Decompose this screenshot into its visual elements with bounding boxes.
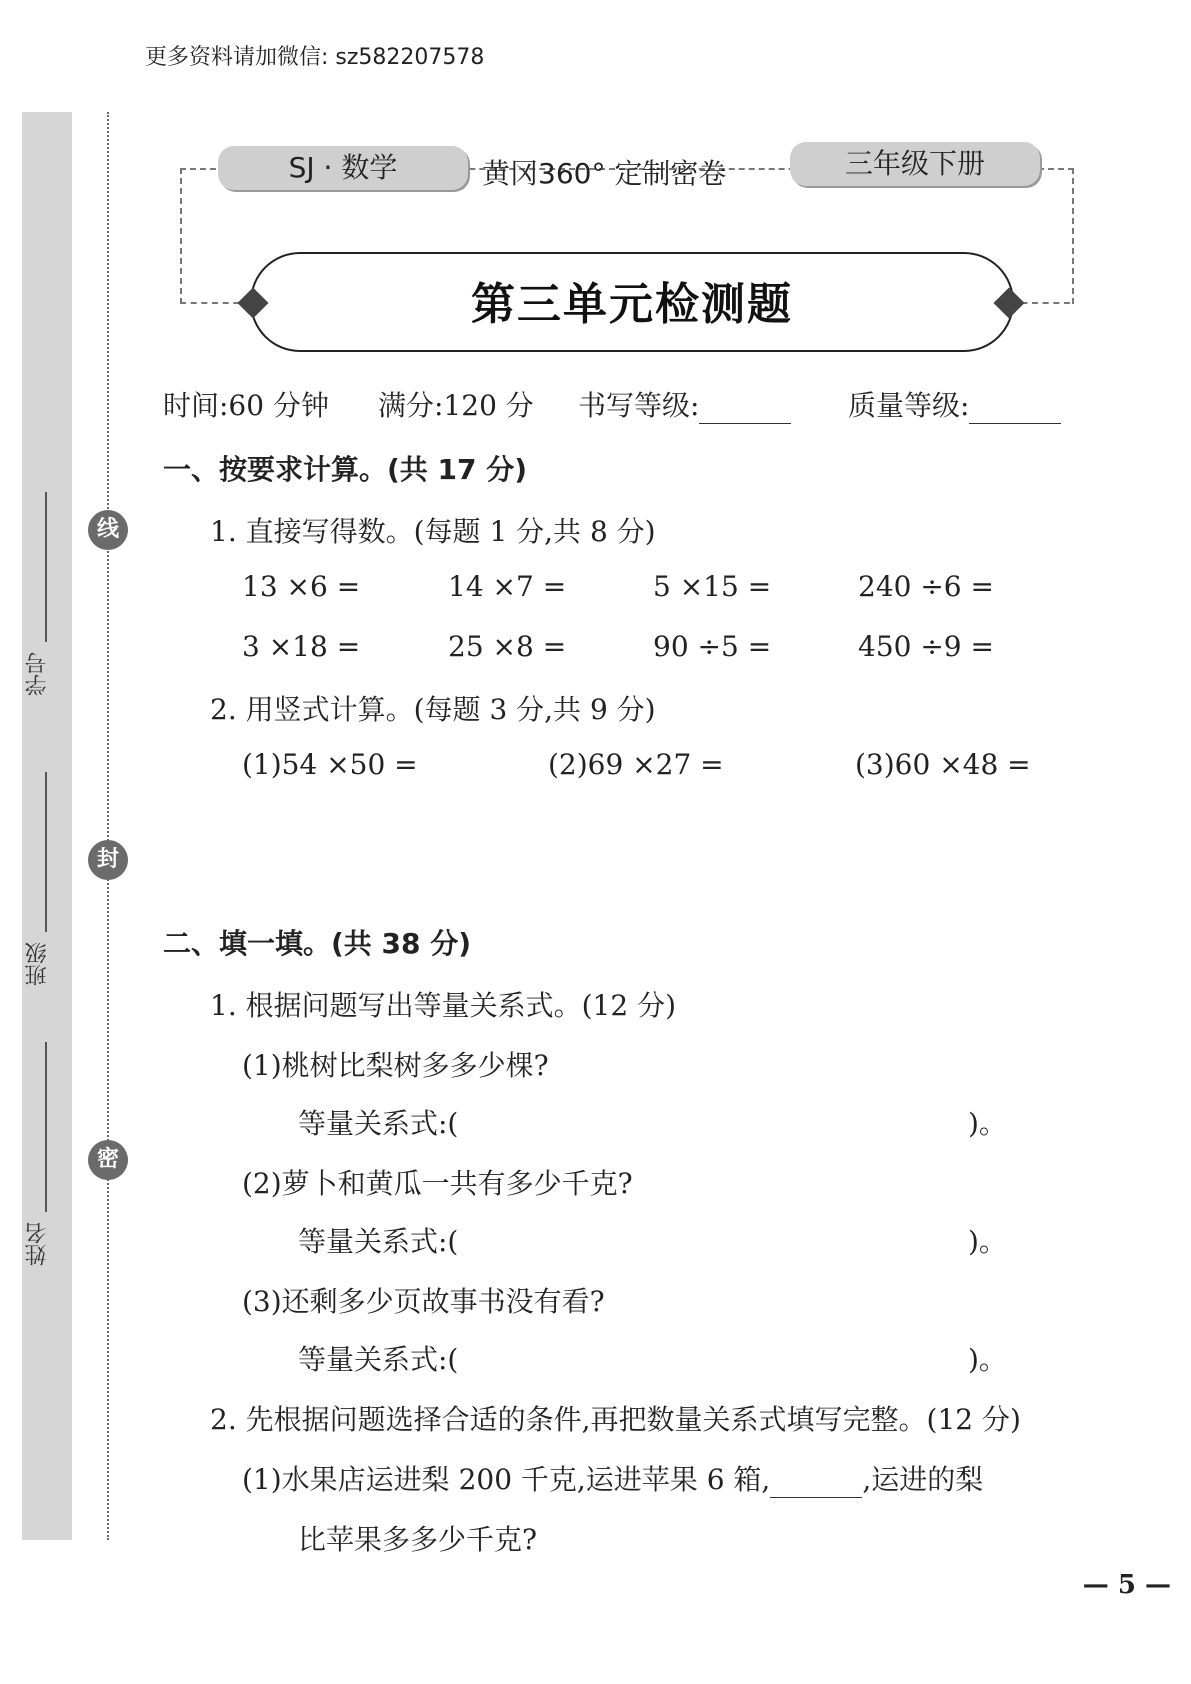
info-quality-grade [848,384,1061,424]
info-time: 时间:60 分钟 [163,389,329,422]
brand-text: 黄冈360° 定制密卷 [482,157,727,190]
oral-calc-item: 240 ÷6 = [858,570,994,603]
relation-answer-close: )。 [968,1225,1007,1258]
relation-label: 等量关系式:( [298,1107,459,1140]
relation-answer-close: )。 [968,1343,1007,1376]
name-line [45,1042,47,1212]
vertical-calc-item: (2)69 ×27 = [548,748,724,781]
quality-grade-label: 质量等级: [848,389,970,422]
oral-calc-item: 3 ×18 = [242,630,361,663]
oral-calc-item: 25 ×8 = [448,630,567,663]
s2-q2-item1-text-a: (1)水果店运进梨 200 千克,运进苹果 6 箱, [242,1463,771,1496]
s2-q2-item1-text-b: ,运进的梨 [862,1463,984,1496]
s2-q1-prompt: 1. 根据问题写出等量关系式。(12 分) [210,989,676,1022]
relation-question: (1)桃树比梨树多多少棵? [242,1049,549,1082]
seal-line-mark: 线 [88,510,128,550]
q1-prompt: 1. 直接写得数。(每题 1 分,共 8 分) [210,515,656,548]
info-full-score: 满分:120 分 [378,389,534,422]
writing-grade-blank[interactable] [699,393,791,424]
page-number: — 5 — [1082,1570,1171,1600]
relation-answer-close: )。 [968,1107,1007,1140]
cut-line [107,112,109,1540]
writing-grade-label: 书写等级: [578,389,700,422]
binding-strip [22,112,72,1540]
section2-heading: 二、填一填。(共 38 分) [163,927,472,960]
relation-label: 等量关系式:( [298,1343,459,1376]
seal-secret-mark: 密 [88,1140,128,1180]
relation-question: (3)还剩多少页故事书没有看? [242,1285,605,1318]
condition-blank[interactable] [770,1467,862,1498]
s2-q2-prompt: 2. 先根据问题选择合适的条件,再把数量关系式填写完整。(12 分) [210,1403,1021,1436]
vertical-calc-item: (1)54 ×50 = [242,748,418,781]
relation-label: 等量关系式:( [298,1225,459,1258]
student-id-line [45,492,47,642]
subject-pill: SJ · 数学 [218,146,468,190]
oral-calc-item: 90 ÷5 = [653,630,772,663]
page-title: 第三单元检测题 [471,279,793,330]
quality-grade-blank[interactable] [969,393,1061,424]
s2-q2-item1-line1 [242,1458,983,1498]
class-line [45,772,47,932]
q2-prompt: 2. 用竖式计算。(每题 3 分,共 9 分) [210,693,656,726]
section1-heading: 一、按要求计算。(共 17 分) [163,453,528,486]
student-id-label: 学号 [25,652,50,696]
oral-calc-item: 13 ×6 = [242,570,361,603]
oral-calc-item: 450 ÷9 = [858,630,994,663]
s2-q2-item1-line2: 比苹果多多少千克? [298,1523,538,1556]
grade-pill: 三年级下册 [790,142,1040,186]
wechat-note: 更多资料请加微信: sz582207578 [145,45,485,70]
oral-calc-item: 14 ×7 = [448,570,567,603]
info-writing-grade [578,384,791,424]
relation-question: (2)萝卜和黄瓜一共有多少千克? [242,1167,633,1200]
class-label: 班级 [25,942,50,986]
vertical-calc-item: (3)60 ×48 = [855,748,1031,781]
seal-seal-mark: 封 [88,840,128,880]
oral-calc-item: 5 ×15 = [653,570,772,603]
name-label: 姓名 [25,1222,50,1266]
